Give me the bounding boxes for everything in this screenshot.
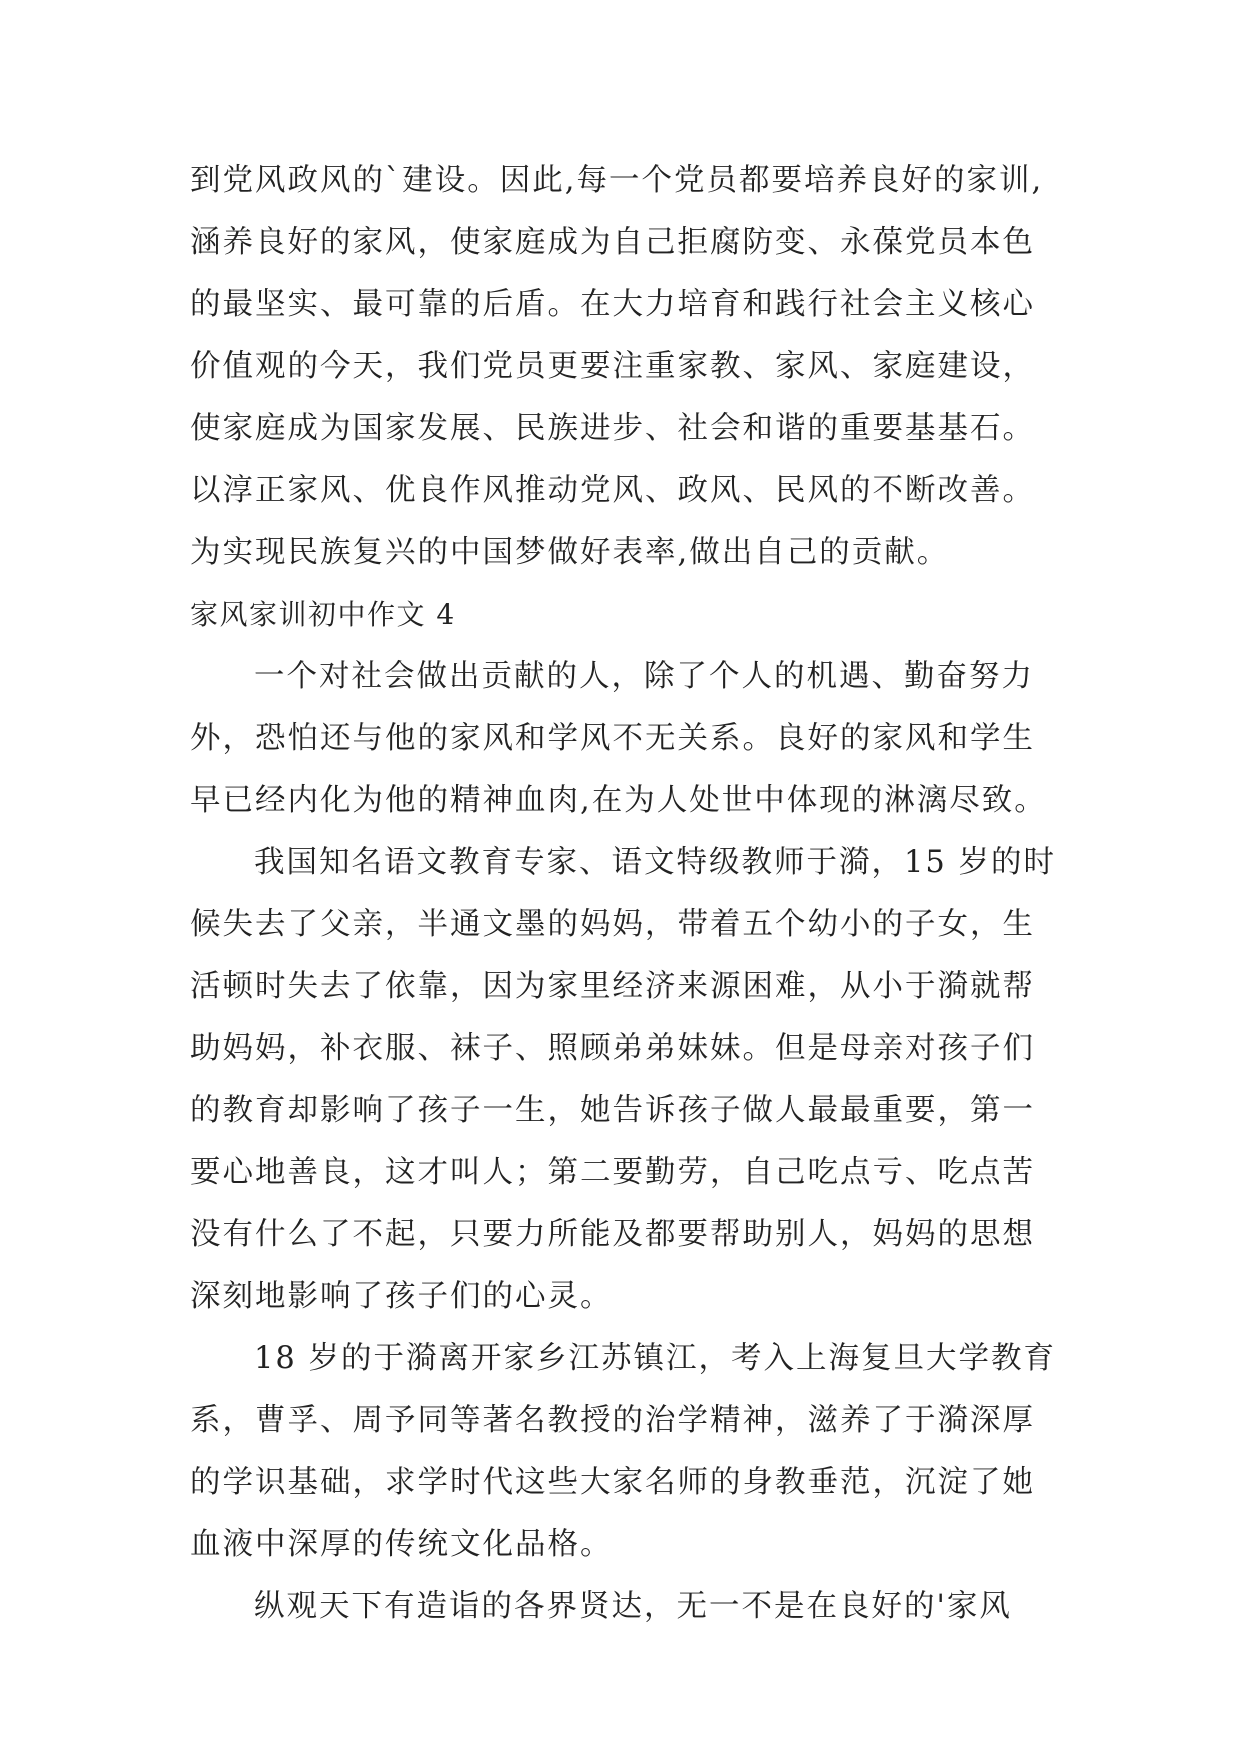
body-line-2: 涵养良好的家风，使家庭成为自己拒腐防变、永葆党员本色 (190, 225, 1035, 260)
body-line-4: 价值观的今天，我们党员更要注重家教、家风、家庭建设， (190, 349, 1035, 384)
paragraph-3-line-2: 系，曹孚、周予同等著名教授的治学精神，滋养了于漪深厚 (190, 1403, 1035, 1438)
paragraph-3-line-4: 血液中深厚的传统文化品格。 (190, 1527, 613, 1562)
paragraph-2-line-4: 助妈妈，补衣服、袜子、照顾弟弟妹妹。但是母亲对孩子们 (190, 1031, 1035, 1066)
body-line-6: 以淳正家风、优良作风推动党风、政风、民风的不断改善。 (190, 473, 1035, 508)
paragraph-2-line-5: 的教育却影响了孩子一生，她告诉孩子做人最最重要，第一 (190, 1093, 1035, 1128)
paragraph-1-line-1: 一个对社会做出贡献的人，除了个人的机遇、勤奋努力 (254, 659, 1034, 694)
body-line-7: 为实现民族复兴的中国梦做好表率,做出自己的贡献。 (190, 535, 950, 570)
document-body (190, 150, 1060, 1638)
paragraph-2-line-7: 没有什么了不起，只要力所能及都要帮助别人，妈妈的思想 (190, 1217, 1035, 1252)
section-heading: 家风家训初中作文 4 (190, 598, 456, 631)
body-line-3: 的最坚实、最可靠的后盾。在大力培育和践行社会主义核心 (190, 287, 1035, 322)
paragraph-1-line-2: 外，恐怕还与他的家风和学风不无关系。良好的家风和学生 (190, 721, 1035, 756)
body-line-5: 使家庭成为国家发展、民族进步、社会和谐的重要基基石。 (190, 411, 1035, 446)
paragraph-2-line-3: 活顿时失去了依靠，因为家里经济来源困难，从小于漪就帮 (190, 969, 1035, 1004)
paragraph-1-line-3: 早已经内化为他的精神血肉,在为人处世中体现的淋漓尽致。 (190, 783, 1047, 818)
paragraph-4-line-1: 纵观天下有造诣的各界贤达，无一不是在良好的'家风 (254, 1589, 1012, 1624)
paragraph-2-line-8: 深刻地影响了孩子们的心灵。 (190, 1279, 613, 1314)
paragraph-3-line-3: 的学识基础，求学时代这些大家名师的身教垂范，沉淀了她 (190, 1465, 1035, 1500)
paragraph-2-line-6: 要心地善良，这才叫人；第二要勤劳，自己吃点亏、吃点苦 (190, 1155, 1035, 1190)
paragraph-2-line-1: 我国知名语文教育专家、语文特级教师于漪，15 岁的时 (254, 845, 1057, 880)
body-line-1: 到党风政风的`建设。因此,每一个党员都要培养良好的家训, (190, 163, 1044, 198)
paragraph-3-line-1: 18 岁的于漪离开家乡江苏镇江，考入上海复旦大学教育 (254, 1341, 1057, 1376)
paragraph-2-line-2: 候失去了父亲，半通文墨的妈妈，带着五个幼小的子女，生 (190, 907, 1035, 942)
